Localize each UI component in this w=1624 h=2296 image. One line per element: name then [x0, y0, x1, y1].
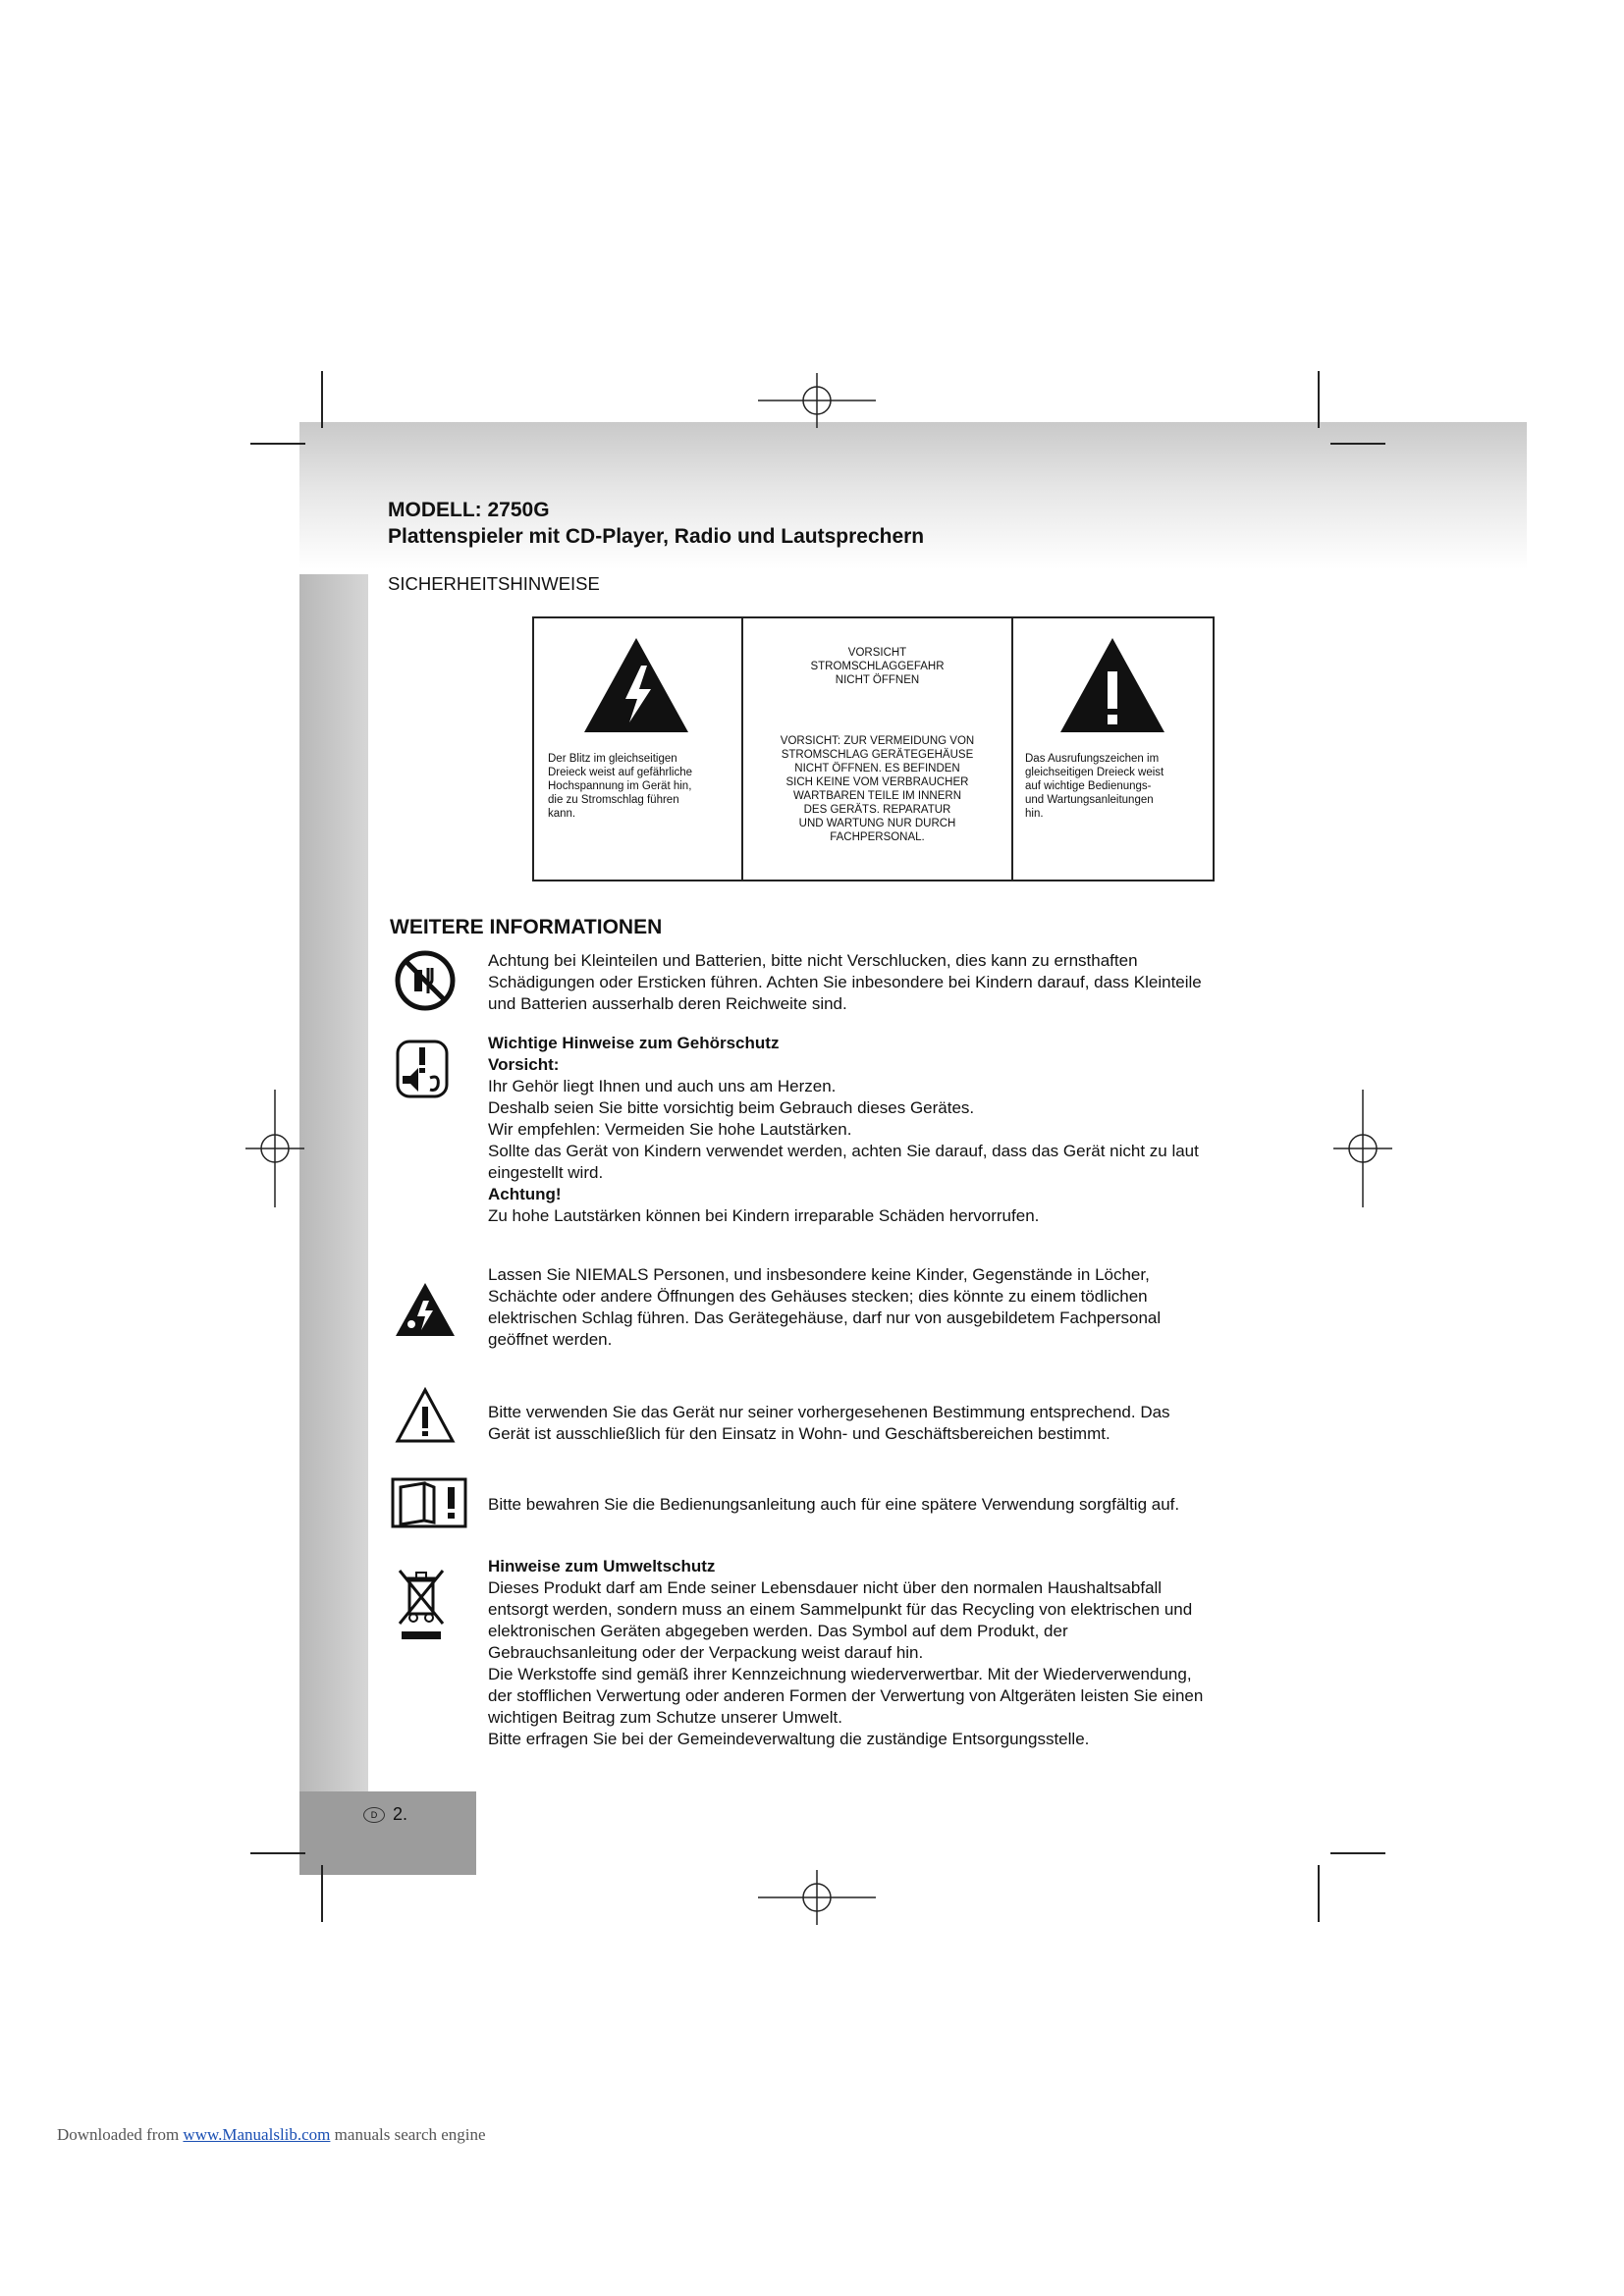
text-line: Hochspannung im Gerät hin, — [548, 780, 692, 792]
text-line: Bitte erfragen Sie bei der Gemeindeverwaltung die zuständige Entsorgungsstelle. — [488, 1730, 1090, 1748]
manual-text: Bitte bewahren Sie die Bedienungsanleitung auch für eine spätere Verwendung sorgfältig auf. — [488, 1495, 1180, 1514]
crop-mark — [1318, 371, 1320, 428]
further-info-heading: WEITERE INFORMATIONEN — [390, 916, 663, 938]
text-line: Schächte oder andere Öffnungen des Gehäuses stecken; dies könnte zu einem tödlichen — [488, 1287, 1148, 1306]
model-title: MODELL: 2750G — [388, 499, 550, 521]
text-line: Ihr Gehör liegt Ihnen und auch uns am Herzen. — [488, 1077, 837, 1095]
text-line: Gerät ist ausschließlich für den Einsatz in Wohn- und Geschäftsbereichen bestimmt. — [488, 1424, 1110, 1443]
crop-mark — [250, 443, 305, 445]
lightning-triangle-icon — [582, 636, 690, 734]
text-line: VORSICHT — [847, 647, 907, 659]
text-line: Der Blitz im gleichseitigen — [548, 753, 677, 765]
hearing-text — [488, 1033, 1313, 1227]
crop-mark — [250, 1852, 305, 1854]
crop-mark — [321, 1865, 323, 1922]
text-line: DES GERÄTS. REPARATUR — [803, 804, 951, 816]
openings-text — [488, 1264, 1313, 1351]
text-line: Dreieck weist auf gefährliche — [548, 767, 693, 778]
text-line: gleichseitigen Dreieck weist — [1025, 767, 1164, 778]
text-line: SICH KEINE VOM VERBRAUCHER — [785, 776, 969, 788]
no-swallow-icon — [395, 950, 456, 1011]
language-badge-icon — [363, 1807, 385, 1823]
warning-outline-icon — [395, 1387, 456, 1444]
side-strip — [299, 574, 368, 1791]
environment-title: Hinweise zum Umweltschutz — [488, 1557, 716, 1575]
text-line: UND WARTUNG NUR DURCH — [798, 818, 956, 829]
text-line: VORSICHT: ZUR VERMEIDUNG VON — [780, 735, 975, 747]
safety-heading: SICHERHEITSHINWEISE — [388, 573, 600, 594]
text-line: NICHT ÖFFNEN. ES BEFINDEN — [794, 763, 960, 774]
text-line: hin. — [1025, 808, 1044, 820]
download-prefix: Downloaded from — [57, 2125, 180, 2144]
text-line: elektronischen Geräten abgegeben werden. Das Symbol auf dem Produkt, der — [488, 1622, 1068, 1640]
shock-hazard-icon — [394, 1281, 457, 1338]
text-line: Die Werkstoffe sind gemäß ihrer Kennzeichnung wiederverwertbar. Mit der Wiederverwendung, — [488, 1665, 1192, 1683]
text-line: Deshalb seien Sie bitte vorsichtig beim Gebrauch dieses Gerätes. — [488, 1098, 975, 1117]
manualslib-link[interactable]: www.Manualslib.com — [183, 2125, 331, 2144]
page-number — [363, 1804, 407, 1825]
product-title: Plattenspieler mit CD-Player, Radio und Lautsprechern — [388, 525, 925, 548]
registration-mark-top — [758, 373, 876, 428]
text-line: Wir empfehlen: Vermeiden Sie hohe Lautstärken. — [488, 1120, 852, 1139]
text-line: Gebrauchsanleitung oder der Verpackung weist darauf hin. — [488, 1643, 924, 1662]
text-line: FACHPERSONAL. — [830, 831, 925, 843]
text-line: WARTBAREN TEILE IM INNERN — [792, 790, 962, 802]
text-line: kann. — [548, 808, 576, 820]
language-badge-label: D — [370, 1809, 378, 1820]
text-line: NICHT ÖFFNEN — [835, 674, 920, 686]
hearing-warning-icon — [395, 1039, 450, 1099]
intended-use-text — [488, 1402, 1313, 1445]
caution-top — [743, 646, 1011, 687]
text-line: Das Ausrufungszeichen im — [1025, 753, 1160, 765]
crop-mark — [321, 371, 323, 428]
lightning-explanation — [548, 752, 734, 821]
text-line: elektrischen Schlag führen. Das Gerätegehäuse, darf nur von ausgebildetem Fachpersonal — [488, 1308, 1162, 1327]
page-number-label: 2. — [393, 1804, 408, 1824]
registration-mark-right — [1333, 1090, 1392, 1207]
caution-bottom — [743, 734, 1011, 844]
text-line: eingestellt wird. — [488, 1163, 604, 1182]
text-line: geöffnet werden. — [488, 1330, 613, 1349]
small-parts-text — [488, 950, 1313, 1015]
warning-left-cell — [534, 618, 743, 880]
crossed-bin-icon — [396, 1563, 447, 1641]
text-line: der stofflichen Verwertung oder anderen Formen der Verwertung von Altgeräten leisten Sie einen — [488, 1686, 1204, 1705]
text-line: Schädigungen oder Ersticken führen. Achten Sie inbesondere bei Kindern darauf, dass Kleinteile — [488, 973, 1202, 991]
warning-table — [532, 616, 1215, 881]
hearing-caution: Vorsicht: — [488, 1055, 560, 1074]
text-line: auf wichtige Bedienungs- — [1025, 780, 1152, 792]
crop-mark — [1330, 1852, 1385, 1854]
crop-mark — [1318, 1865, 1320, 1922]
text-line: entsorgt werden, sondern muss an einem Sammelpunkt für das Recycling von elektrischen und — [488, 1600, 1193, 1619]
hearing-title: Wichtige Hinweise zum Gehörschutz — [488, 1034, 780, 1052]
exclamation-explanation — [1025, 752, 1208, 821]
registration-mark-bottom — [758, 1870, 876, 1925]
text-line: STROMSCHLAGGEFAHR — [810, 661, 945, 672]
download-suffix: manuals search engine — [334, 2125, 486, 2144]
environment-text — [488, 1556, 1313, 1750]
text-line: Dieses Produkt darf am Ende seiner Lebensdauer nicht über den normalen Haushaltsabfall — [488, 1578, 1163, 1597]
hearing-attention: Achtung! — [488, 1185, 562, 1203]
text-line: Zu hohe Lautstärken können bei Kindern irreparable Schäden hervorrufen. — [488, 1206, 1040, 1225]
text-line: und Wartungsanleitungen — [1025, 794, 1154, 806]
text-line: Sollte das Gerät von Kindern verwendet werden, achten Sie darauf, dass das Gerät nicht zu laut — [488, 1142, 1199, 1160]
text-line: Lassen Sie NIEMALS Personen, und insbesondere keine Kinder, Gegenstände in Löcher, — [488, 1265, 1150, 1284]
text-line: Bitte verwenden Sie das Gerät nur seiner vorhergesehenen Bestimmung entsprechend. Das — [488, 1403, 1170, 1421]
exclamation-triangle-icon — [1058, 636, 1166, 734]
warning-middle-cell — [743, 618, 1013, 880]
manual-icon — [391, 1477, 467, 1528]
text-line: Achtung bei Kleinteilen und Batterien, bitte nicht Verschlucken, dies kann zu ernsthaften — [488, 951, 1138, 970]
registration-mark-left — [245, 1090, 304, 1207]
text-line: und Batterien ausserhalb deren Reichweite sind. — [488, 994, 847, 1013]
download-attribution — [57, 2125, 486, 2145]
text-line: die zu Stromschlag führen — [548, 794, 679, 806]
crop-mark — [1330, 443, 1385, 445]
text-line: STROMSCHLAG GERÄTEGEHÄUSE — [781, 749, 974, 761]
warning-right-cell — [1013, 618, 1213, 880]
text-line: wichtigen Beitrag zum Schutze unserer Umwelt. — [488, 1708, 842, 1727]
